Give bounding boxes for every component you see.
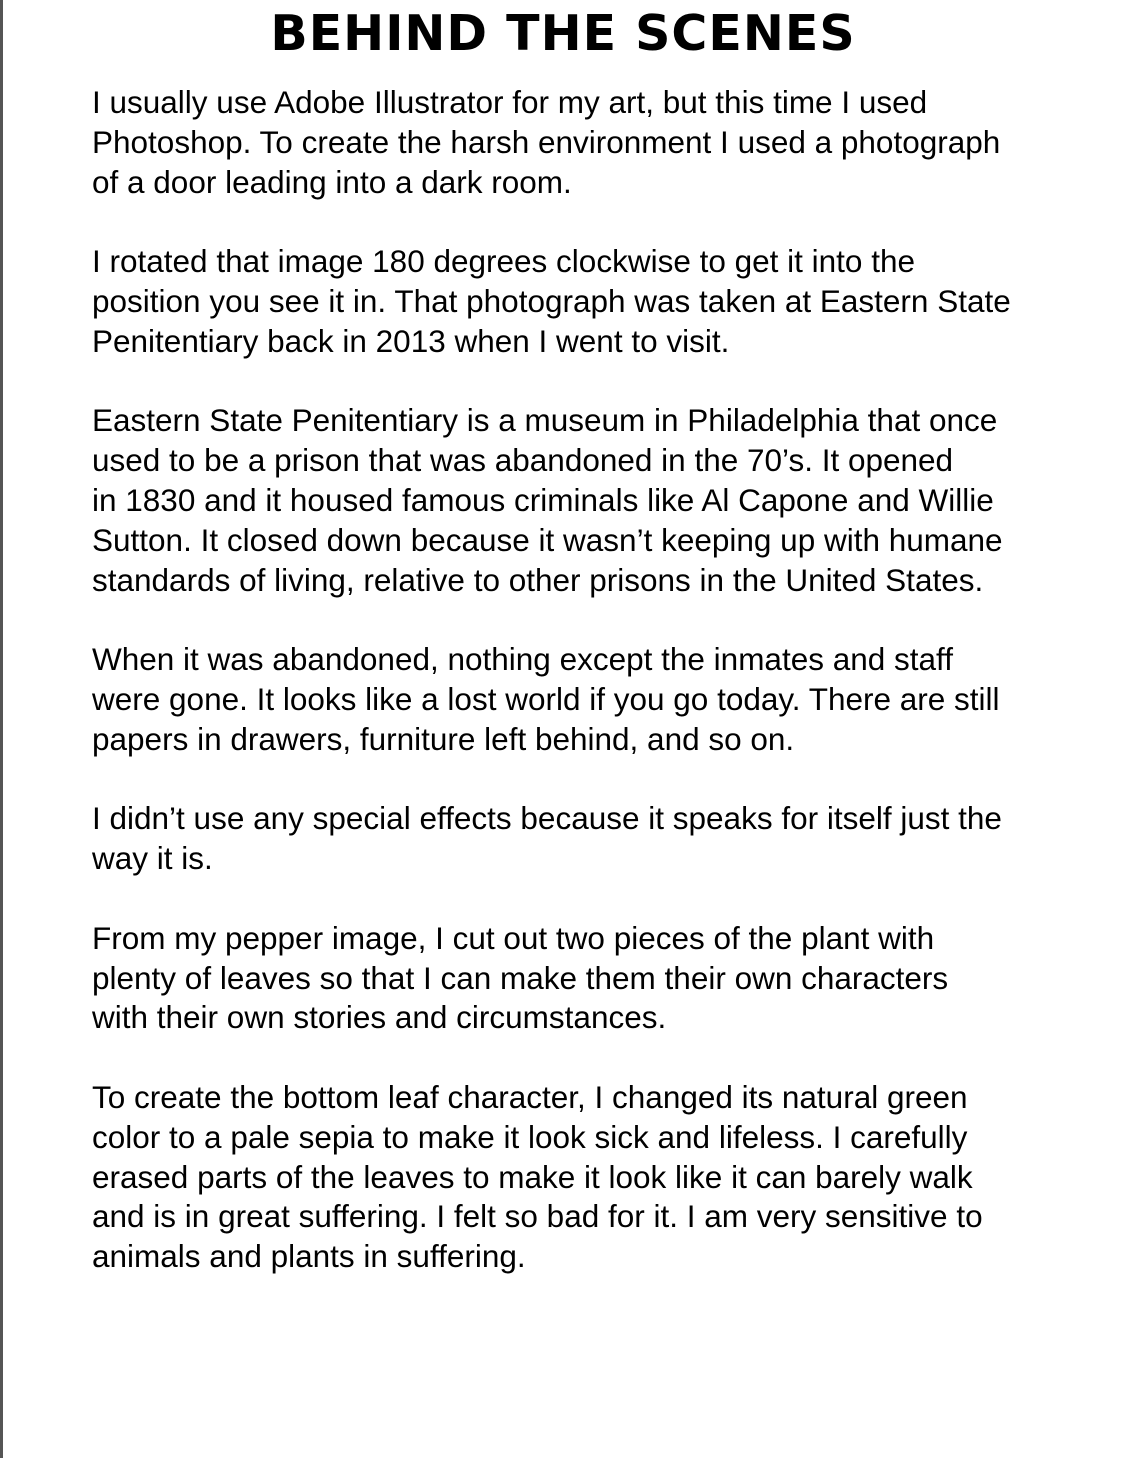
paragraph-line: Sutton. It closed down because it wasn’t keeping up with humane [92, 521, 1003, 558]
paragraph [92, 1078, 1102, 1277]
paragraph-line: standards of living, relative to other prisons in the United States. [92, 561, 984, 598]
paragraph-line: color to a pale sepia to make it look sick and lifeless. I carefully [92, 1118, 968, 1155]
paragraph [92, 401, 1102, 600]
paragraph-line: position you see it in. That photograph was taken at Eastern State [92, 282, 1011, 319]
paragraph-line: I rotated that image 180 degrees clockwise to get it into the [92, 243, 915, 280]
paragraph-line: were gone. It looks like a lost world if you go today. There are still [92, 680, 1000, 717]
paragraph-line: Penitentiary back in 2013 when I went to visit. [92, 322, 730, 359]
paragraph-line: erased parts of the leaves to make it look like it can barely walk [92, 1158, 973, 1195]
paragraph-line: plenty of leaves so that I can make them their own characters [92, 959, 949, 996]
paragraph-line: I didn’t use any special effects because it speaks for itself just the [92, 800, 1002, 837]
page-title: BEHIND THE SCENES [270, 5, 856, 62]
paragraph-line: When it was abandoned, nothing except the inmates and staff [92, 641, 953, 678]
paragraph-line: way it is. [92, 840, 213, 877]
paragraph-line: used to be a prison that was abandoned in the 70’s. It opened [92, 442, 954, 479]
article-body [92, 83, 1102, 1317]
paragraph-line: of a door leading into a dark room. [92, 163, 572, 200]
paragraph-line: Eastern State Penitentiary is a museum in Philadelphia that once [92, 402, 998, 439]
paragraph [92, 640, 1102, 759]
paragraph-line: To create the bottom leaf character, I changed its natural green [92, 1078, 968, 1115]
paragraph [92, 83, 1102, 202]
paragraph-line: papers in drawers, furniture left behind, and so on. [92, 720, 795, 757]
paragraph [92, 242, 1102, 361]
paragraph-line: in 1830 and it housed famous criminals like Al Capone and Willie [92, 481, 994, 518]
paragraph [92, 919, 1102, 1038]
paragraph-line: with their own stories and circumstances. [92, 999, 667, 1036]
paragraph [92, 799, 1102, 879]
paragraph-line: Photoshop. To create the harsh environment I used a photograph [92, 123, 1001, 160]
paragraph-line: animals and plants in suffering. [92, 1238, 526, 1275]
paragraph-line: and is in great suffering. I felt so bad for it. I am very sensitive to [92, 1198, 983, 1235]
paragraph-line: I usually use Adobe Illustrator for my art, but this time I used [92, 84, 928, 120]
paragraph-line: From my pepper image, I cut out two pieces of the plant with [92, 919, 935, 956]
